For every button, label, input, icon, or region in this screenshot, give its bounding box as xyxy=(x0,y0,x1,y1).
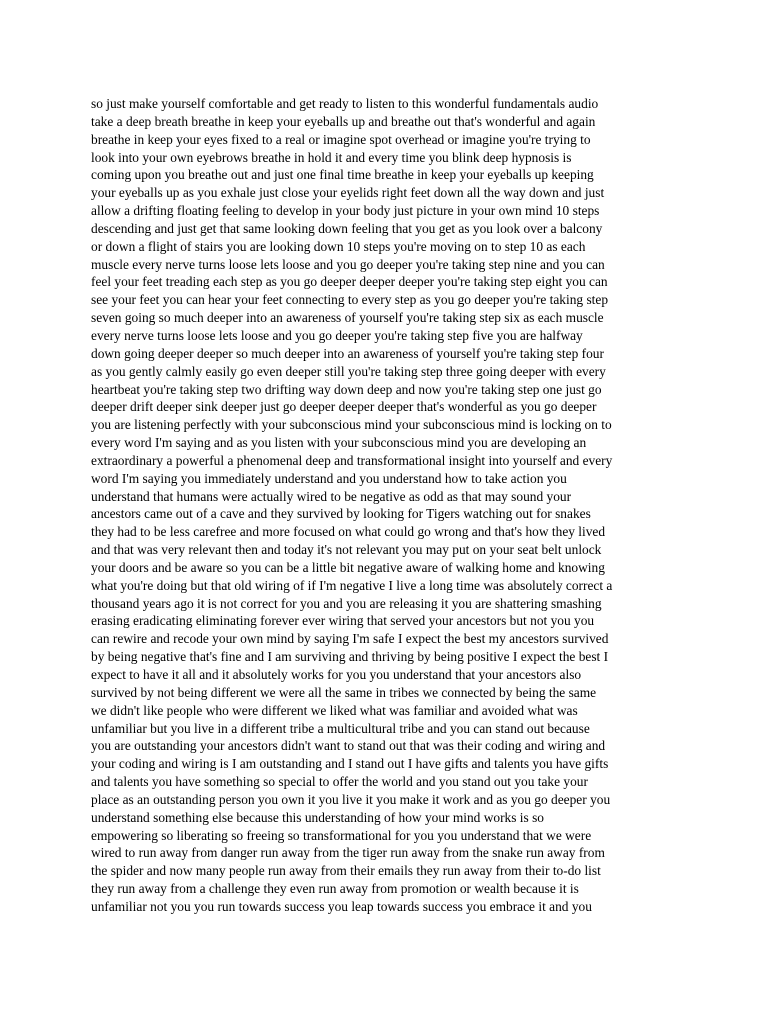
text-line: you are outstanding your ancestors didn't want to stand out that was their coding and wiring and xyxy=(91,738,606,754)
transcript-paragraph xyxy=(91,95,683,916)
text-line: or down a flight of stairs you are looking down 10 steps you're moving on to step 10 as each xyxy=(91,238,586,254)
text-line: feel your feet treading each step as you go deeper deeper deeper you're taking step eight you can xyxy=(91,274,608,290)
text-line: your eyeballs up as you exhale just close your eyelids right feet down all the way down and just xyxy=(91,185,605,201)
text-line: heartbeat you're taking step two drifting way down deep and now you're taking step one just go xyxy=(91,381,602,397)
text-line: your doors and be aware so you can be a little bit negative aware of walking home and knowing xyxy=(91,559,605,575)
text-line: so just make yourself comfortable and get ready to listen to this wonderful fundamentals audio xyxy=(91,96,599,111)
text-line: down going deeper deeper so much deeper into an awareness of yourself you're taking step four xyxy=(91,345,604,361)
text-line: understand something else because this understanding of how your mind works is so xyxy=(91,809,544,825)
text-line: erasing eradicating eliminating forever ever wiring that served your ancestors but not you you xyxy=(91,613,595,629)
text-line: deeper drift deeper sink deeper just go deeper deeper deeper that's wonderful as you go deeper xyxy=(91,399,597,415)
text-line: see your feet you can hear your feet connecting to every step as you go deeper you're taking step xyxy=(91,292,609,308)
text-line: you are listening perfectly with your subconscious mind your subconscious mind is locking on to xyxy=(91,417,612,433)
text-line: muscle every nerve turns loose lets loose and you go deeper you're taking step nine and you can xyxy=(91,256,605,272)
text-line: unfamiliar but you live in a different tribe a multicultural tribe and you can stand out because xyxy=(91,720,590,736)
text-line: descending and just get that same looking down feeling that you get as you look over a balcony xyxy=(91,220,603,236)
text-line: and that was very relevant then and today it's not relevant you may put on your seat belt unlock xyxy=(91,542,602,558)
text-line: wired to run away from danger run away from the tiger run away from the snake run away from xyxy=(91,845,605,861)
text-line: ancestors came out of a cave and they survived by looking for Tigers watching out for snakes xyxy=(91,506,591,522)
text-line: by being negative that's fine and I am surviving and thriving by being positive I expect the best I xyxy=(91,649,609,665)
text-line: and talents you have something so special to offer the world and you stand out you take your xyxy=(91,774,588,790)
text-line: thousand years ago it is not correct for you and you are releasing it you are shattering smashing xyxy=(91,595,602,611)
text-line: as you gently calmly easily go even deeper still you're taking step three going deeper with every xyxy=(91,363,606,379)
text-line: seven going so much deeper into an awareness of yourself you're taking step six as each muscle xyxy=(91,310,604,326)
text-line: every nerve turns loose lets loose and you go deeper you're taking step five you are halfway xyxy=(91,327,583,343)
text-line: extraordinary a powerful a phenomenal deep and transformational insight into yourself and every xyxy=(91,452,613,468)
text-line: allow a drifting floating feeling to develop in your body just picture in your own mind 10 steps xyxy=(91,203,600,219)
text-line: expect to have it all and it absolutely works for you you understand that your ancestors also xyxy=(91,667,582,682)
text-line: look into your own eyebrows breathe in hold it and every time you blink deep hypnosis is xyxy=(91,149,572,165)
text-line: place as an outstanding person you own it you live it you make it work and as you go deeper you xyxy=(91,791,611,807)
text-line: survived by not being different we were all the same in tribes we connected by being the same xyxy=(91,684,597,700)
text-line: what you're doing but that old wiring of if I'm negative I live a long time was absolutely correct a xyxy=(91,577,613,593)
text-line: empowering so liberating so freeing so transformational for you you understand that we were xyxy=(91,827,592,843)
text-line: word I'm saying you immediately understand and you understand how to take action you xyxy=(91,470,567,486)
text-line: take a deep breath breathe in keep your eyeballs up and breathe out that's wonderful and again xyxy=(91,113,596,129)
text-line: can rewire and recode your own mind by saying I'm safe I expect the best my ancestors survived xyxy=(91,631,609,647)
text-line: unfamiliar not you you run towards success you leap towards success you embrace it and you xyxy=(91,898,592,914)
text-line: your coding and wiring is I am outstanding and I stand out I have gifts and talents you have gifts xyxy=(91,756,609,772)
text-line: every word I'm saying and as you listen with your subconscious mind you are developing an xyxy=(91,435,587,451)
text-line: understand that humans were actually wired to be negative as odd as that may sound your xyxy=(91,488,572,504)
text-line: they run away from a challenge they even run away from promotion or wealth because it is xyxy=(91,881,579,897)
text-line: they had to be less carefree and more focused on what could go wrong and that's how they lived xyxy=(91,524,606,540)
text-line: we didn't like people who were different we liked what was familiar and avoided what was xyxy=(91,702,578,718)
text-line: coming upon you breathe out and just one final time breathe in keep your eyeballs up keeping xyxy=(91,167,594,183)
text-line: breathe in keep your eyes fixed to a real or imagine spot overhead or imagine you're trying to xyxy=(91,131,591,147)
text-line: the spider and now many people run away from their emails they run away from their to-do list xyxy=(91,863,601,879)
